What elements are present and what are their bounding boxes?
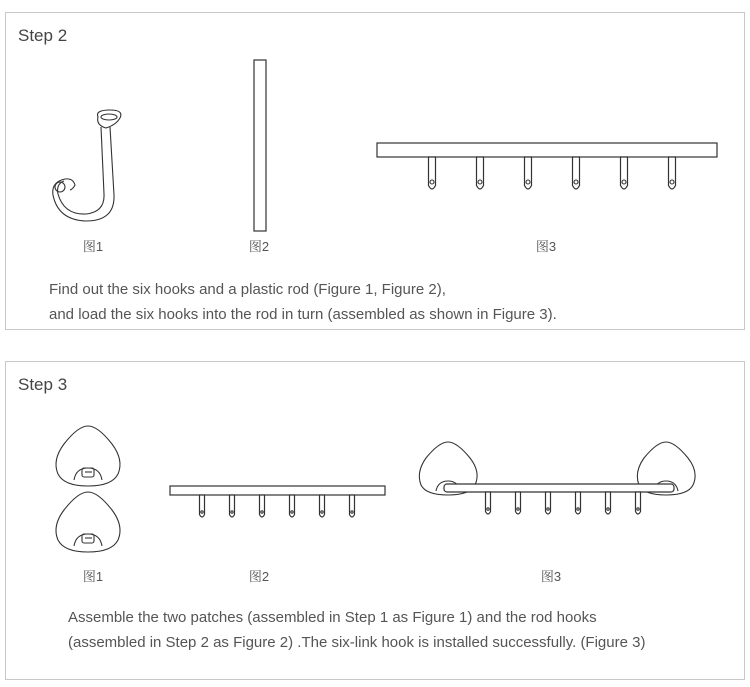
rod-with-hooks-icon [376,142,719,197]
hook-5 [606,492,611,514]
patch-bottom [56,492,120,552]
hook-6 [636,492,641,514]
assembled-six-link-hook-icon [416,440,702,522]
hook-3 [260,495,265,517]
step3-title: Step 3 [18,375,68,394]
step3-instruction-line2: (assembled in Step 2 as Figure 2) .The six-link hook is installed successfully. (Figure 3) [68,634,646,651]
adhesive-patch-icon [52,424,124,554]
rod-with-hooks-icon [169,485,387,520]
step3-panel [5,361,745,680]
hook-4 [290,495,295,517]
step2-instruction-line1: Find out the six hooks and a plastic rod (Figure 1, Figure 2), [49,281,446,298]
patch-top [56,426,120,486]
step2-panel [5,12,745,330]
hook-6 [669,157,676,189]
hook-1 [486,492,491,514]
step3-figure1-caption: 图1 [82,569,104,584]
step2-figure3-caption: 图3 [535,239,557,254]
hook-2 [230,495,235,517]
hook-3 [546,492,551,514]
j-hook-icon [46,109,136,229]
step2-figure2-caption: 图2 [248,239,270,254]
hook-5 [621,157,628,189]
step3-figure3-caption: 图3 [540,569,562,584]
step2-instruction-line2: and load the six hooks into the rod in turn (assembled as shown in Figure 3). [49,306,557,323]
hook-6 [350,495,355,517]
hook-1 [200,495,205,517]
hook-2 [477,157,484,189]
hook-4 [573,157,580,189]
step2-title: Step 2 [18,26,68,45]
plastic-rod-icon [253,59,267,233]
step2-figure1-caption: 图1 [82,239,104,254]
step3-instruction-line1: Assemble the two patches (assembled in Step 1 as Figure 1) and the rod hooks [68,609,597,626]
hook-2 [516,492,521,514]
hook-1 [429,157,436,189]
hook-5 [320,495,325,517]
hook-4 [576,492,581,514]
hook-3 [525,157,532,189]
step3-figure2-caption: 图2 [248,569,270,584]
